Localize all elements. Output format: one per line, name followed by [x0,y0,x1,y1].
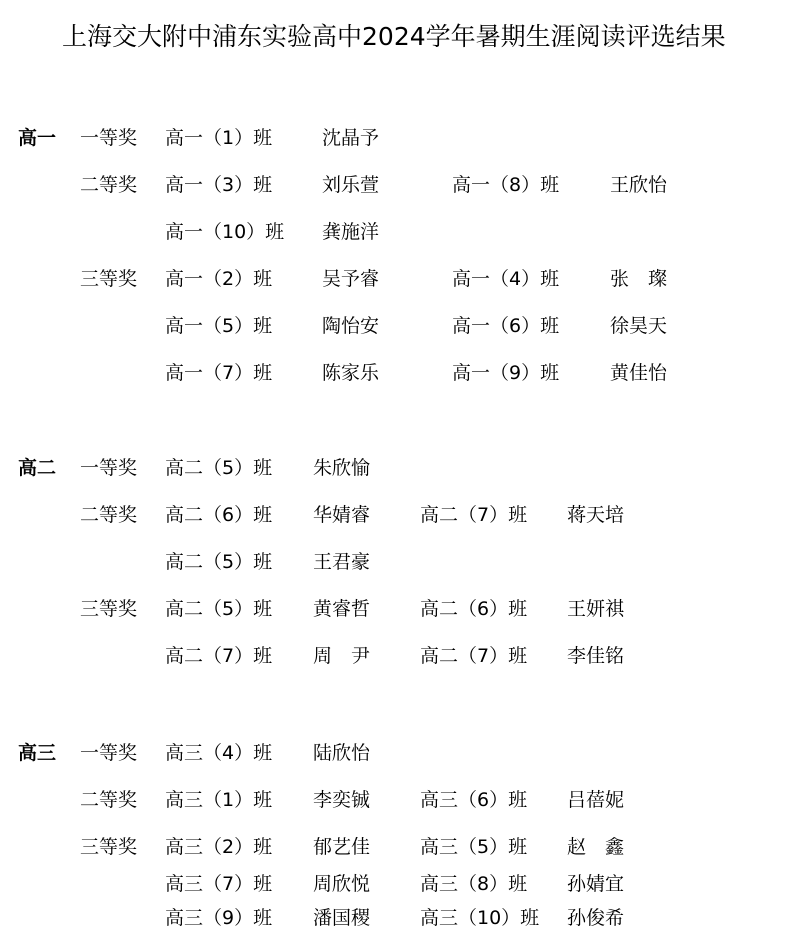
class-name: 高一（7）班 [165,362,273,384]
student-name: 王君豪 [313,551,371,573]
student-name: 李奕铖 [313,789,371,811]
award-level: 一等奖 [80,457,138,479]
student-name: 潘国稷 [313,907,371,929]
student-name: 孙俊希 [567,907,625,929]
grade-label: 高三 [18,742,57,764]
student-name: 周欣悦 [313,873,371,895]
student-name: 孙婧宜 [567,873,625,895]
student-name: 王欣怡 [610,174,668,196]
award-level: 三等奖 [80,268,138,290]
award-level: 三等奖 [80,598,138,620]
class-name: 高三（4）班 [165,742,273,764]
class-name: 高三（9）班 [165,907,273,929]
class-name: 高三（2）班 [165,836,273,858]
student-name: 陶怡安 [322,315,380,337]
class-name: 高二（7）班 [420,504,528,526]
award-level: 二等奖 [80,174,138,196]
award-level: 二等奖 [80,789,138,811]
class-name: 高三（8）班 [420,873,528,895]
student-name: 刘乐萱 [322,174,380,196]
class-name: 高一（3）班 [165,174,273,196]
student-name: 郁艺佳 [313,836,371,858]
grade-label: 高一 [18,127,57,149]
student-name: 吕蓓妮 [567,789,625,811]
class-name: 高三（6）班 [420,789,528,811]
class-name: 高二（6）班 [165,504,273,526]
student-name: 华婧睿 [313,504,371,526]
student-name: 张 璨 [610,268,668,290]
grade-label: 高二 [18,457,57,479]
student-name: 徐昊天 [610,315,668,337]
document-title: 上海交大附中浦东实验高中2024学年暑期生涯阅读评选结果 [62,22,726,51]
student-name: 沈晶予 [322,127,380,149]
class-name: 高二（7）班 [420,645,528,667]
class-name: 高三（1）班 [165,789,273,811]
class-name: 高三（10）班 [420,907,540,929]
class-name: 高一（6）班 [452,315,560,337]
class-name: 高三（7）班 [165,873,273,895]
award-level: 一等奖 [80,127,138,149]
student-name: 王妍祺 [567,598,625,620]
student-name: 黄佳怡 [610,362,668,384]
class-name: 高一（10）班 [165,221,285,243]
award-level: 一等奖 [80,742,138,764]
class-name: 高三（5）班 [420,836,528,858]
student-name: 周 尹 [313,645,371,667]
class-name: 高一（1）班 [165,127,273,149]
award-level: 二等奖 [80,504,138,526]
award-level: 三等奖 [80,836,138,858]
student-name: 陆欣怡 [313,742,371,764]
class-name: 高一（9）班 [452,362,560,384]
class-name: 高一（2）班 [165,268,273,290]
class-name: 高一（4）班 [452,268,560,290]
student-name: 赵 鑫 [567,836,625,858]
class-name: 高二（5）班 [165,598,273,620]
student-name: 蒋天培 [567,504,625,526]
class-name: 高二（7）班 [165,645,273,667]
student-name: 陈家乐 [322,362,380,384]
student-name: 龚施洋 [322,221,380,243]
class-name: 高一（8）班 [452,174,560,196]
student-name: 朱欣愉 [313,457,371,479]
class-name: 高二（6）班 [420,598,528,620]
student-name: 黄睿哲 [313,598,371,620]
student-name: 吴予睿 [322,268,380,290]
student-name: 李佳铭 [567,645,625,667]
class-name: 高二（5）班 [165,457,273,479]
class-name: 高二（5）班 [165,551,273,573]
class-name: 高一（5）班 [165,315,273,337]
